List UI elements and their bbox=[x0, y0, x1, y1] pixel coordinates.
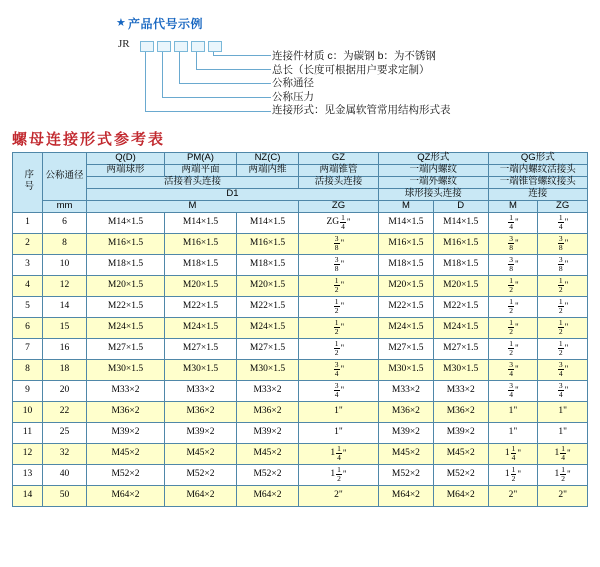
cell-qz-d: M18×1.5 bbox=[433, 254, 488, 275]
cell-nominal-diameter: 20 bbox=[43, 380, 87, 401]
cell-qz-d: M16×1.5 bbox=[433, 233, 488, 254]
cell-qd: M30×1.5 bbox=[87, 359, 165, 380]
cell-index: 6 bbox=[13, 317, 43, 338]
cell-qz-d: M22×1.5 bbox=[433, 296, 488, 317]
cell-gz: 1 $\frac{1}{4}$ " bbox=[299, 443, 379, 464]
cell-qz-d: M14×1.5 bbox=[433, 212, 488, 233]
cell-qz-m: M45×2 bbox=[379, 443, 434, 464]
cell-nzc: M39×2 bbox=[237, 422, 299, 443]
cell-nzc: M27×1.5 bbox=[237, 338, 299, 359]
cell-qz-d: M39×2 bbox=[433, 422, 488, 443]
table-row bbox=[13, 380, 588, 401]
cell-qg-m: $\frac{3}{8}$ " bbox=[488, 233, 538, 254]
cell-qz-d: M27×1.5 bbox=[433, 338, 488, 359]
cell-pma: M22×1.5 bbox=[165, 296, 237, 317]
header-unit-mm: mm bbox=[43, 200, 87, 212]
table-row bbox=[13, 359, 588, 380]
cell-qd: M20×1.5 bbox=[87, 275, 165, 296]
header-joint-qg: 一端锥管螺纹接头 bbox=[488, 176, 587, 188]
header-sub-gz: 两端锥管 bbox=[299, 164, 379, 176]
header-unit-qz-m: M bbox=[379, 200, 434, 212]
leader-line-5 bbox=[145, 52, 271, 112]
cell-index: 13 bbox=[13, 464, 43, 485]
cell-qg-m: 1" bbox=[488, 401, 538, 422]
diagram-title: 产品代号示例 bbox=[128, 17, 204, 31]
cell-nominal-diameter: 22 bbox=[43, 401, 87, 422]
header-group-gz: GZ bbox=[299, 153, 379, 165]
cell-qd: M52×2 bbox=[87, 464, 165, 485]
header-group-nzc: NZ(C) bbox=[237, 153, 299, 165]
cell-nominal-diameter: 14 bbox=[43, 296, 87, 317]
cell-qz-d: M30×1.5 bbox=[433, 359, 488, 380]
cell-gz: $\frac{3}{4}$ " bbox=[299, 380, 379, 401]
table-row bbox=[13, 233, 588, 254]
cell-qg-zg: 1" bbox=[538, 422, 588, 443]
cell-qg-zg: $\frac{1}{2}$ " bbox=[538, 338, 588, 359]
cell-pma: M64×2 bbox=[165, 485, 237, 506]
cell-qd: M16×1.5 bbox=[87, 233, 165, 254]
header-sub-pma: 两端平面 bbox=[165, 164, 237, 176]
cell-pma: M36×2 bbox=[165, 401, 237, 422]
cell-nominal-diameter: 15 bbox=[43, 317, 87, 338]
cell-qd: M64×2 bbox=[87, 485, 165, 506]
table-row bbox=[13, 485, 588, 506]
header-sub-qd: 两端球形 bbox=[87, 164, 165, 176]
cell-gz: $\frac{3}{4}$ " bbox=[299, 359, 379, 380]
cell-nzc: M22×1.5 bbox=[237, 296, 299, 317]
cell-nzc: M36×2 bbox=[237, 401, 299, 422]
table-header-row-3 bbox=[13, 176, 588, 188]
cell-qg-m: $\frac{1}{2}$ " bbox=[488, 317, 538, 338]
cell-nominal-diameter: 16 bbox=[43, 338, 87, 359]
cell-qz-m: M30×1.5 bbox=[379, 359, 434, 380]
cell-qd: M14×1.5 bbox=[87, 212, 165, 233]
header-unit-qg-zg: ZG bbox=[538, 200, 588, 212]
cell-qz-m: M18×1.5 bbox=[379, 254, 434, 275]
table-row bbox=[13, 212, 588, 233]
cell-qg-zg: $\frac{1}{2}$ " bbox=[538, 296, 588, 317]
table-header-row-2 bbox=[13, 164, 588, 176]
cell-nominal-diameter: 18 bbox=[43, 359, 87, 380]
cell-qg-zg: 1" bbox=[538, 401, 588, 422]
header-ball-joint: 球形接头连接 bbox=[379, 188, 489, 200]
diagram-labels bbox=[272, 50, 451, 118]
cell-nzc: M64×2 bbox=[237, 485, 299, 506]
cell-nominal-diameter: 40 bbox=[43, 464, 87, 485]
header-connection: 连接 bbox=[488, 188, 587, 200]
cell-index: 5 bbox=[13, 296, 43, 317]
cell-nzc: M30×1.5 bbox=[237, 359, 299, 380]
cell-qd: M39×2 bbox=[87, 422, 165, 443]
code-box bbox=[191, 41, 205, 52]
cell-qg-m: $\frac{3}{8}$ " bbox=[488, 254, 538, 275]
header-unit-zg: ZG bbox=[299, 200, 379, 212]
cell-qg-m: 1 $\frac{1}{2}$ " bbox=[488, 464, 538, 485]
cell-index: 8 bbox=[13, 359, 43, 380]
table-row bbox=[13, 317, 588, 338]
cell-pma: M33×2 bbox=[165, 380, 237, 401]
cell-nominal-diameter: 8 bbox=[43, 233, 87, 254]
cell-qz-m: M14×1.5 bbox=[379, 212, 434, 233]
cell-pma: M27×1.5 bbox=[165, 338, 237, 359]
cell-qg-zg: $\frac{1}{4}$ " bbox=[538, 212, 588, 233]
cell-qz-m: M27×1.5 bbox=[379, 338, 434, 359]
cell-pma: M52×2 bbox=[165, 464, 237, 485]
header-group-pma: PM(A) bbox=[165, 153, 237, 165]
header-unit-m: M bbox=[87, 200, 299, 212]
table-row bbox=[13, 338, 588, 359]
cell-qz-m: M16×1.5 bbox=[379, 233, 434, 254]
cell-gz: $\frac{3}{8}$ " bbox=[299, 233, 379, 254]
cell-qd: M22×1.5 bbox=[87, 296, 165, 317]
table-header-row-5 bbox=[13, 200, 588, 212]
table-row bbox=[13, 464, 588, 485]
cell-nzc: M33×2 bbox=[237, 380, 299, 401]
cell-qg-zg: $\frac{1}{2}$ " bbox=[538, 317, 588, 338]
cell-qz-d: M33×2 bbox=[433, 380, 488, 401]
cell-qd: M33×2 bbox=[87, 380, 165, 401]
cell-nominal-diameter: 6 bbox=[43, 212, 87, 233]
cell-pma: M30×1.5 bbox=[165, 359, 237, 380]
product-code-diagram bbox=[0, 0, 600, 128]
diagram-label-material: 连接件材质 c：为碳钢 b：为不锈钢 bbox=[272, 50, 436, 62]
cell-pma: M16×1.5 bbox=[165, 233, 237, 254]
table-row bbox=[13, 275, 588, 296]
cell-nzc: M16×1.5 bbox=[237, 233, 299, 254]
cell-qg-m: $\frac{3}{4}$ " bbox=[488, 359, 538, 380]
cell-nominal-diameter: 10 bbox=[43, 254, 87, 275]
cell-pma: M24×1.5 bbox=[165, 317, 237, 338]
table-row bbox=[13, 422, 588, 443]
cell-gz: 1 $\frac{1}{2}$ " bbox=[299, 464, 379, 485]
header-joint-gz: 活接头连接 bbox=[299, 176, 379, 188]
header-joint-left: 活接着头连接 bbox=[87, 176, 299, 188]
cell-qd: M45×2 bbox=[87, 443, 165, 464]
cell-qd: M36×2 bbox=[87, 401, 165, 422]
header-joint-qz: 一端外螺纹 bbox=[379, 176, 489, 188]
cell-nominal-diameter: 32 bbox=[43, 443, 87, 464]
cell-qg-m: $\frac{1}{2}$ " bbox=[488, 338, 538, 359]
cell-nzc: M24×1.5 bbox=[237, 317, 299, 338]
cell-qz-m: M36×2 bbox=[379, 401, 434, 422]
cell-index: 1 bbox=[13, 212, 43, 233]
cell-qz-d: M36×2 bbox=[433, 401, 488, 422]
header-sub-nzc: 两端内维 bbox=[237, 164, 299, 176]
cell-qz-d: M64×2 bbox=[433, 485, 488, 506]
cell-qg-zg: $\frac{1}{2}$ " bbox=[538, 275, 588, 296]
cell-qz-m: M33×2 bbox=[379, 380, 434, 401]
cell-index: 2 bbox=[13, 233, 43, 254]
cell-index: 11 bbox=[13, 422, 43, 443]
cell-qg-m: $\frac{1}{2}$ " bbox=[488, 275, 538, 296]
star-icon: ★ bbox=[116, 17, 126, 29]
cell-qz-m: M22×1.5 bbox=[379, 296, 434, 317]
cell-index: 10 bbox=[13, 401, 43, 422]
table-row bbox=[13, 296, 588, 317]
code-box bbox=[208, 41, 222, 52]
cell-index: 14 bbox=[13, 485, 43, 506]
code-box bbox=[157, 41, 171, 52]
cell-nominal-diameter: 25 bbox=[43, 422, 87, 443]
cell-pma: M20×1.5 bbox=[165, 275, 237, 296]
cell-qg-m: 1 $\frac{1}{4}$ " bbox=[488, 443, 538, 464]
header-group-qd: Q(D) bbox=[87, 153, 165, 165]
cell-gz: $\frac{3}{8}$ " bbox=[299, 254, 379, 275]
cell-qz-d: M24×1.5 bbox=[433, 317, 488, 338]
cell-pma: M14×1.5 bbox=[165, 212, 237, 233]
cell-gz: $\frac{1}{2}$ " bbox=[299, 338, 379, 359]
cell-qg-m: 2" bbox=[488, 485, 538, 506]
cell-qg-zg: $\frac{3}{4}$ " bbox=[538, 359, 588, 380]
cell-qg-zg: 1 $\frac{1}{4}$ " bbox=[538, 443, 588, 464]
header-unit-qz-d: D bbox=[433, 200, 488, 212]
cell-gz: $\frac{1}{2}$ " bbox=[299, 317, 379, 338]
cell-qg-zg: $\frac{3}{4}$ " bbox=[538, 380, 588, 401]
cell-index: 7 bbox=[13, 338, 43, 359]
cell-qz-m: M39×2 bbox=[379, 422, 434, 443]
table-body bbox=[13, 212, 588, 506]
cell-pma: M45×2 bbox=[165, 443, 237, 464]
cell-qg-zg: $\frac{3}{8}$ " bbox=[538, 233, 588, 254]
cell-pma: M18×1.5 bbox=[165, 254, 237, 275]
cell-qg-zg: 1 $\frac{1}{2}$ " bbox=[538, 464, 588, 485]
cell-qz-d: M45×2 bbox=[433, 443, 488, 464]
cell-qg-m: $\frac{1}{2}$ " bbox=[488, 296, 538, 317]
cell-gz: $\frac{1}{2}$ " bbox=[299, 296, 379, 317]
diagram-label-length: 总长（长度可根据用户要求定制） bbox=[272, 63, 430, 76]
cell-qg-m: $\frac{1}{4}$ " bbox=[488, 212, 538, 233]
table-header-row-4 bbox=[13, 188, 588, 200]
cell-index: 4 bbox=[13, 275, 43, 296]
cell-nzc: M45×2 bbox=[237, 443, 299, 464]
table-row bbox=[13, 254, 588, 275]
cell-nominal-diameter: 50 bbox=[43, 485, 87, 506]
cell-qz-d: M20×1.5 bbox=[433, 275, 488, 296]
cell-gz: 1" bbox=[299, 422, 379, 443]
cell-index: 9 bbox=[13, 380, 43, 401]
header-d1: D1 bbox=[87, 188, 379, 200]
header-group-qg: QG形式 bbox=[488, 153, 587, 165]
cell-nominal-diameter: 12 bbox=[43, 275, 87, 296]
cell-qg-m: 1" bbox=[488, 422, 538, 443]
diagram-label-nominal-diameter: 公称通径 bbox=[272, 77, 314, 90]
cell-nzc: M20×1.5 bbox=[237, 275, 299, 296]
header-group-qz: QZ形式 bbox=[379, 153, 489, 165]
code-box bbox=[140, 41, 154, 52]
cell-gz: 2" bbox=[299, 485, 379, 506]
cell-qg-zg: 2" bbox=[538, 485, 588, 506]
cell-qz-m: M64×2 bbox=[379, 485, 434, 506]
cell-nzc: M52×2 bbox=[237, 464, 299, 485]
cell-qz-d: M52×2 bbox=[433, 464, 488, 485]
cell-index: 12 bbox=[13, 443, 43, 464]
header-index: 序号 bbox=[13, 153, 43, 213]
cell-gz: 1" bbox=[299, 401, 379, 422]
cell-gz: ZG $\frac{1}{4}$ " bbox=[299, 212, 379, 233]
table-header-row-1 bbox=[13, 153, 588, 165]
nut-connection-table bbox=[12, 152, 588, 507]
code-boxes bbox=[140, 41, 222, 52]
cell-nzc: M18×1.5 bbox=[237, 254, 299, 275]
cell-qz-m: M20×1.5 bbox=[379, 275, 434, 296]
cell-qd: M18×1.5 bbox=[87, 254, 165, 275]
cell-index: 3 bbox=[13, 254, 43, 275]
cell-qz-m: M52×2 bbox=[379, 464, 434, 485]
code-box bbox=[174, 41, 188, 52]
table-head bbox=[13, 153, 588, 213]
table-row bbox=[13, 443, 588, 464]
cell-qg-zg: $\frac{3}{8}$ " bbox=[538, 254, 588, 275]
diagram-label-nominal-pressure: 公称压力 bbox=[272, 90, 314, 103]
header-unit-qg-m: M bbox=[488, 200, 538, 212]
cell-qd: M24×1.5 bbox=[87, 317, 165, 338]
code-prefix: JR bbox=[118, 38, 130, 50]
cell-qz-m: M24×1.5 bbox=[379, 317, 434, 338]
cell-qg-m: $\frac{3}{4}$ " bbox=[488, 380, 538, 401]
cell-pma: M39×2 bbox=[165, 422, 237, 443]
page-title: 螺母连接形式参考表 bbox=[12, 131, 166, 148]
header-nominal-diameter: 公称通径 bbox=[43, 153, 87, 201]
cell-qd: M27×1.5 bbox=[87, 338, 165, 359]
cell-nzc: M14×1.5 bbox=[237, 212, 299, 233]
header-sub-qz: 一端内螺纹 bbox=[379, 164, 489, 176]
table-row bbox=[13, 401, 588, 422]
diagram-label-connection-type: 连接形式：见金属软管常用结构形式表 bbox=[272, 104, 451, 117]
cell-gz: $\frac{1}{2}$ " bbox=[299, 275, 379, 296]
header-sub-qg: 一端内螺纹活接头 bbox=[488, 164, 587, 176]
